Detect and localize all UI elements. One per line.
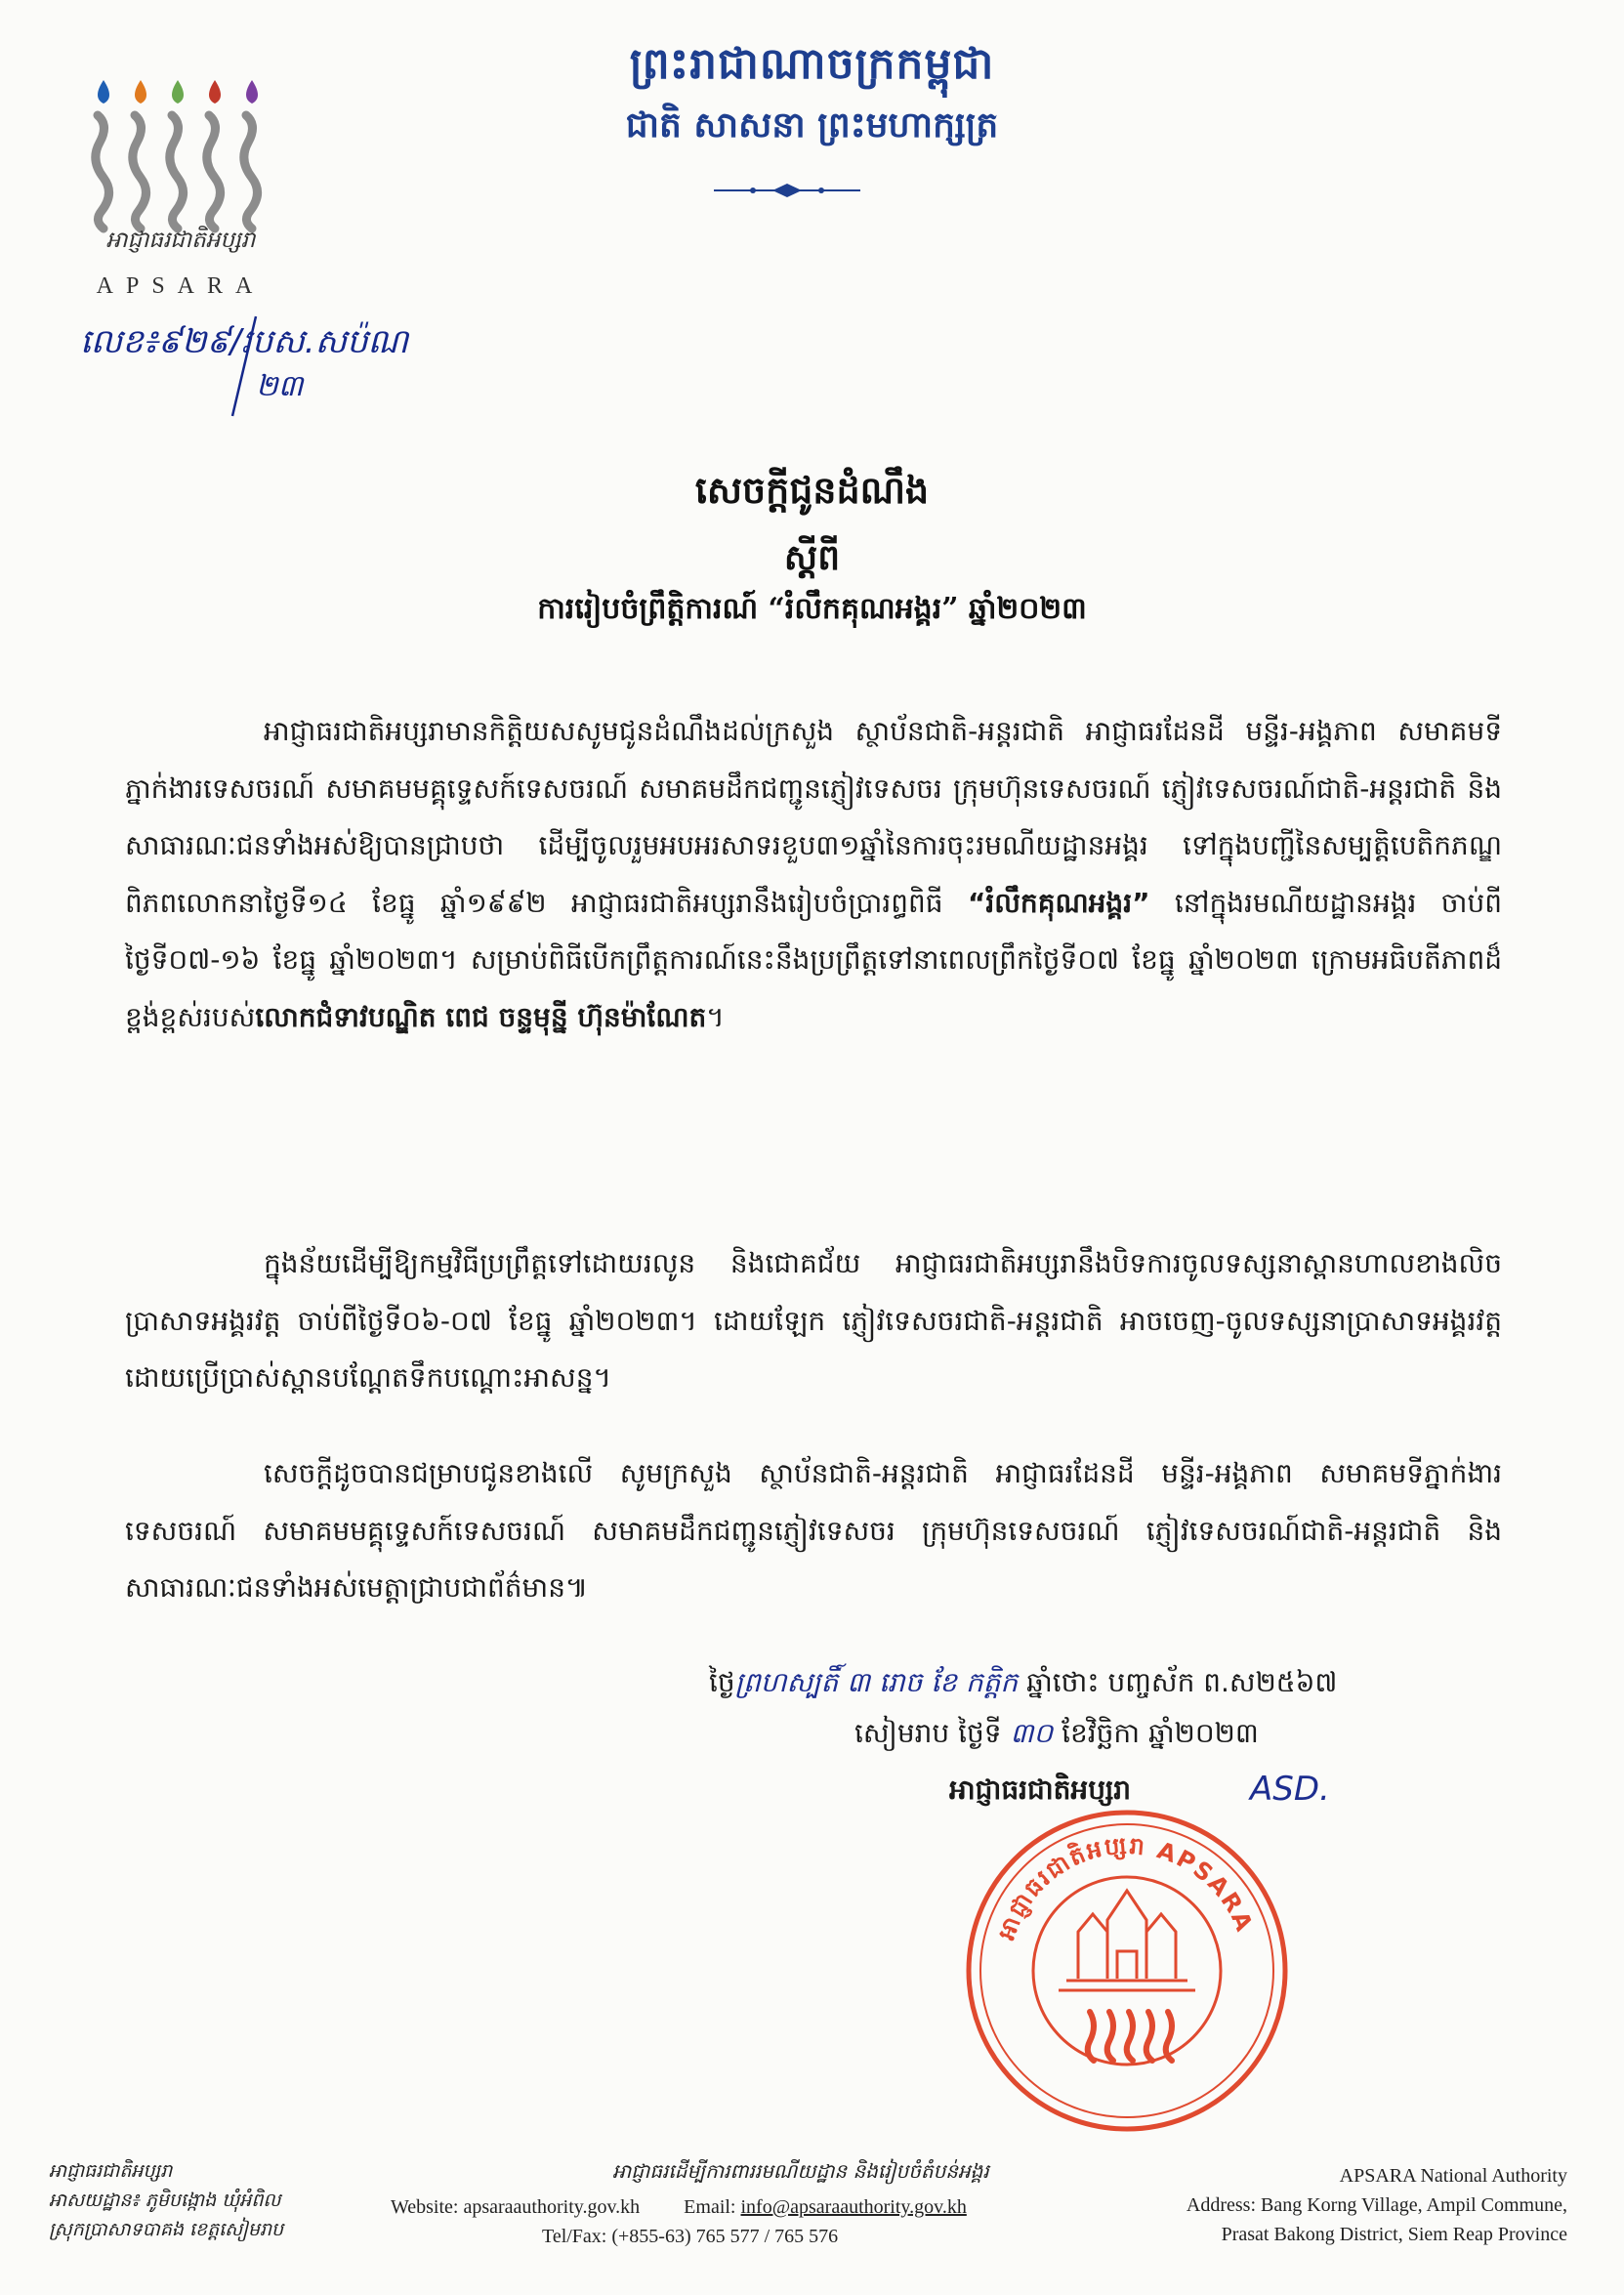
svg-text:អាជ្ញាធរជាតិអប្សរា APSARA bbox=[993, 1831, 1259, 1943]
logo-drop-icon bbox=[209, 80, 221, 104]
logo-drop-icon bbox=[172, 80, 184, 104]
logo-drop-icon bbox=[98, 80, 109, 104]
logo-stroke-icon bbox=[170, 115, 184, 229]
paragraph-1-main: អាជ្ញាធរជាតិអប្សរាមានកិត្តិយសសូមជូនដំណឹងដល់ក្រសួង ស្ថាប័នជាតិ-អន្តរជាតិ អាជ្ញាធរដែនដី មន្ទីរ-អង្គភាព សមាគមទីភ្នាក់ងារទេសចរណ៍ សមាគមមគ្គុទ្ទេសក៍ទេសចរណ៍ សមាគមដឹកជញ្ជូនភ្ញៀវទេសចរ ក្រុមហ៊ុនទេសចរណ៍ ភ្ញៀវទេសចរណ៍ជាតិ-អន្តរជាតិ និងសាធារណៈជនទាំងអស់ឱ្យបានជ្រាបថា ដើម្បីចូលរួមអបអរសាទរខួប៣១ឆ្នាំនៃការចុះរមណីយដ្ឋានអង្គរ ទៅក្នុងបញ្ជីនៃសម្បត្តិបេតិកភណ្ឌពិភពលោកនាថ្ងៃទី១៤ ខែធ្នូ ឆ្នាំ១៩៩២ អាជ្ញាធរជាតិអប្សរានឹងរៀបចំប្រារព្ធពិធី bbox=[125, 715, 1502, 919]
logo-stroke-icon bbox=[133, 115, 146, 229]
reference-label: លេខ៖ bbox=[80, 322, 158, 361]
signature-initials: ASD. bbox=[1250, 1770, 1330, 1809]
reference-year: ២៣ bbox=[256, 369, 304, 403]
logo-drop-icon bbox=[135, 80, 146, 104]
footer-tel: Tel/Fax: (+855-63) 765 577 / 765 576 bbox=[542, 2226, 839, 2247]
footer-address-khmer-1: អាសយដ្ឋាន៖ ភូមិបង្កោង ឃុំអំពិល bbox=[49, 2190, 281, 2211]
logo-stroke-icon bbox=[244, 115, 258, 229]
footer-left bbox=[49, 2156, 283, 2244]
paragraph-1-middle: នៅក្នុងរមណីយដ្ឋានអង្គរ ចាប់ពីថ្ងៃទី០៧-១៦ ខែធ្នូ ឆ្នាំ២០២៣។ សម្រាប់ពិធីបើកព្រឹត្តការណ៍នេះនឹងប្រព្រឹត្តទៅនាពេលព្រឹកថ្ងៃទី០៧ ខែធ្នូ ឆ្នាំ២០២៣ ក្រោមអធិបតីភាពដ៏ខ្ពង់ខ្ពស់របស់ bbox=[125, 886, 1503, 1033]
national-motto: ជាតិ សាសនា ព្រះមហាក្សត្រ bbox=[625, 104, 999, 146]
solar-date bbox=[854, 1716, 1259, 1756]
paragraph-2: ក្នុងន័យដើម្បីឱ្យកម្មវិធីប្រព្រឹត្តទៅដោយរលូន និងជោគជ័យ អាជ្ញាធរជាតិអប្សរានឹងបិទការចូលទស្សនាស្ពានហាលខាងលិចប្រាសាទអង្គរវត្ត ចាប់ពីថ្ងៃទី០៦-០៧ ខែធ្នូ ឆ្នាំ២០២៣។ ដោយឡែក ភ្ញៀវទេសចរជាតិ-អន្តរជាតិ អាចចេញ-ចូលទស្សនាប្រាសាទអង្គរវត្ត ដោយប្រើប្រាស់ស្ពានបណ្តែតទឹកបណ្តោះអាសន្ន។ bbox=[125, 1247, 1502, 1394]
document-subject: ការរៀបចំព្រឹត្តិការណ៍ “រំលឹកគុណអង្គរ” ឆ្នាំ២០២៣ bbox=[537, 592, 1087, 626]
footer-website: Website: apsaraauthority.gov.kh bbox=[391, 2196, 641, 2218]
footer-email-link[interactable]: info@apsaraauthority.gov.kh bbox=[740, 2196, 967, 2218]
paragraph-3: សេចក្តីដូចបានជម្រាបជូនខាងលើ សូមក្រសួង ស្ថាប័នជាតិ-អន្តរជាតិ អាជ្ញាធរដែនដី មន្ទីរ-អង្គភាព សមាគមទីភ្នាក់ងារទេសចរណ៍ សមាគមមគ្គុទ្ទេសក៍ទេសចរណ៍ សមាគមដឹកជញ្ជូនភ្ញៀវទេសចរ ក្រុមហ៊ុនទេសចរណ៍ ភ្ញៀវទេសចរណ៍ជាតិ-អន្តរជាតិ និងសាធារណៈជនទាំងអស់មេត្តាជ្រាបជាព័ត៌មាន៕ bbox=[125, 1457, 1502, 1604]
logo-stroke-icon bbox=[96, 115, 109, 229]
footer-address-english-1: Address: Bang Korng Village, Ampil Commune, bbox=[1186, 2194, 1567, 2216]
lunar-date-suffix: ឆ្នាំថោះ បញ្ចស័ក ព.ស២៥៦៧ bbox=[1018, 1666, 1338, 1698]
reference-value: ៩២៩/របស.សប៉ណ bbox=[157, 322, 409, 361]
footer-authority-khmer: អាជ្ញាធរជាតិអប្សរា bbox=[49, 2160, 173, 2182]
footer-address-khmer-2: ស្រុកប្រាសាទបាគង ខេត្តសៀមរាប bbox=[49, 2219, 284, 2240]
logo-khmer-name: អាជ្ញាធរជាតិអប្សរា bbox=[105, 228, 256, 253]
solar-month: ខែវិច្ឆិកា bbox=[1053, 1717, 1141, 1749]
document-subject-label: ស្តីពី bbox=[783, 537, 841, 578]
paragraph-1-end: ។ bbox=[706, 1000, 725, 1033]
kingdom-heading: ព្រះរាជាណាចក្រកម្ពុជា bbox=[629, 39, 995, 89]
logo-latin-name: APSARA bbox=[96, 273, 266, 299]
lunar-date-prefix: ថ្ងៃ bbox=[709, 1666, 735, 1698]
logo-drop-icon bbox=[246, 80, 258, 104]
document-title: សេចក្តីជូនដំណឹង bbox=[694, 468, 930, 512]
paragraph-1 bbox=[125, 703, 1502, 1046]
footer-address-english-2: Prasat Bakong District, Siem Reap Province bbox=[1221, 2224, 1567, 2245]
seal-text: អាជ្ញាធរជាតិអប្សរា APSARA bbox=[992, 1831, 1259, 1944]
footer-contacts bbox=[391, 2192, 967, 2251]
apsara-logo-icon bbox=[76, 78, 281, 234]
ornament-divider bbox=[714, 184, 860, 197]
solar-date-prefix: សៀមរាប ថ្ងៃទី bbox=[854, 1717, 1011, 1749]
lunar-date bbox=[709, 1665, 1337, 1705]
footer-authority-english: APSARA National Authority bbox=[1339, 2165, 1567, 2187]
event-name: “រំលឹកគុណអង្គរ” bbox=[967, 886, 1150, 919]
solar-day: ៣០ bbox=[1010, 1717, 1054, 1749]
footer-mission: អាជ្ញាធរដើម្បីការពាររមណីយដ្ឋាន និងរៀបចំតំបន់អង្គរ bbox=[612, 2159, 989, 2183]
footer-right bbox=[1084, 2161, 1567, 2249]
presider-name: លោកជំទាវបណ្ឌិត ពេជ ចន្ទមុន្នី ហ៊ុនម៉ាណែត bbox=[255, 1000, 707, 1033]
logo-stroke-icon bbox=[207, 115, 221, 229]
solar-year: ឆ្នាំ២០២៣ bbox=[1140, 1717, 1259, 1749]
footer-email-label: Email: bbox=[684, 2196, 741, 2218]
lunar-date-handwritten: ព្រហស្បតិ៍ ៣ រោច ខែ កត្តិក bbox=[734, 1666, 1019, 1698]
official-seal-icon bbox=[961, 1805, 1293, 2137]
signing-authority: អាជ្ញាធរជាតិអប្សរា bbox=[949, 1773, 1132, 1806]
